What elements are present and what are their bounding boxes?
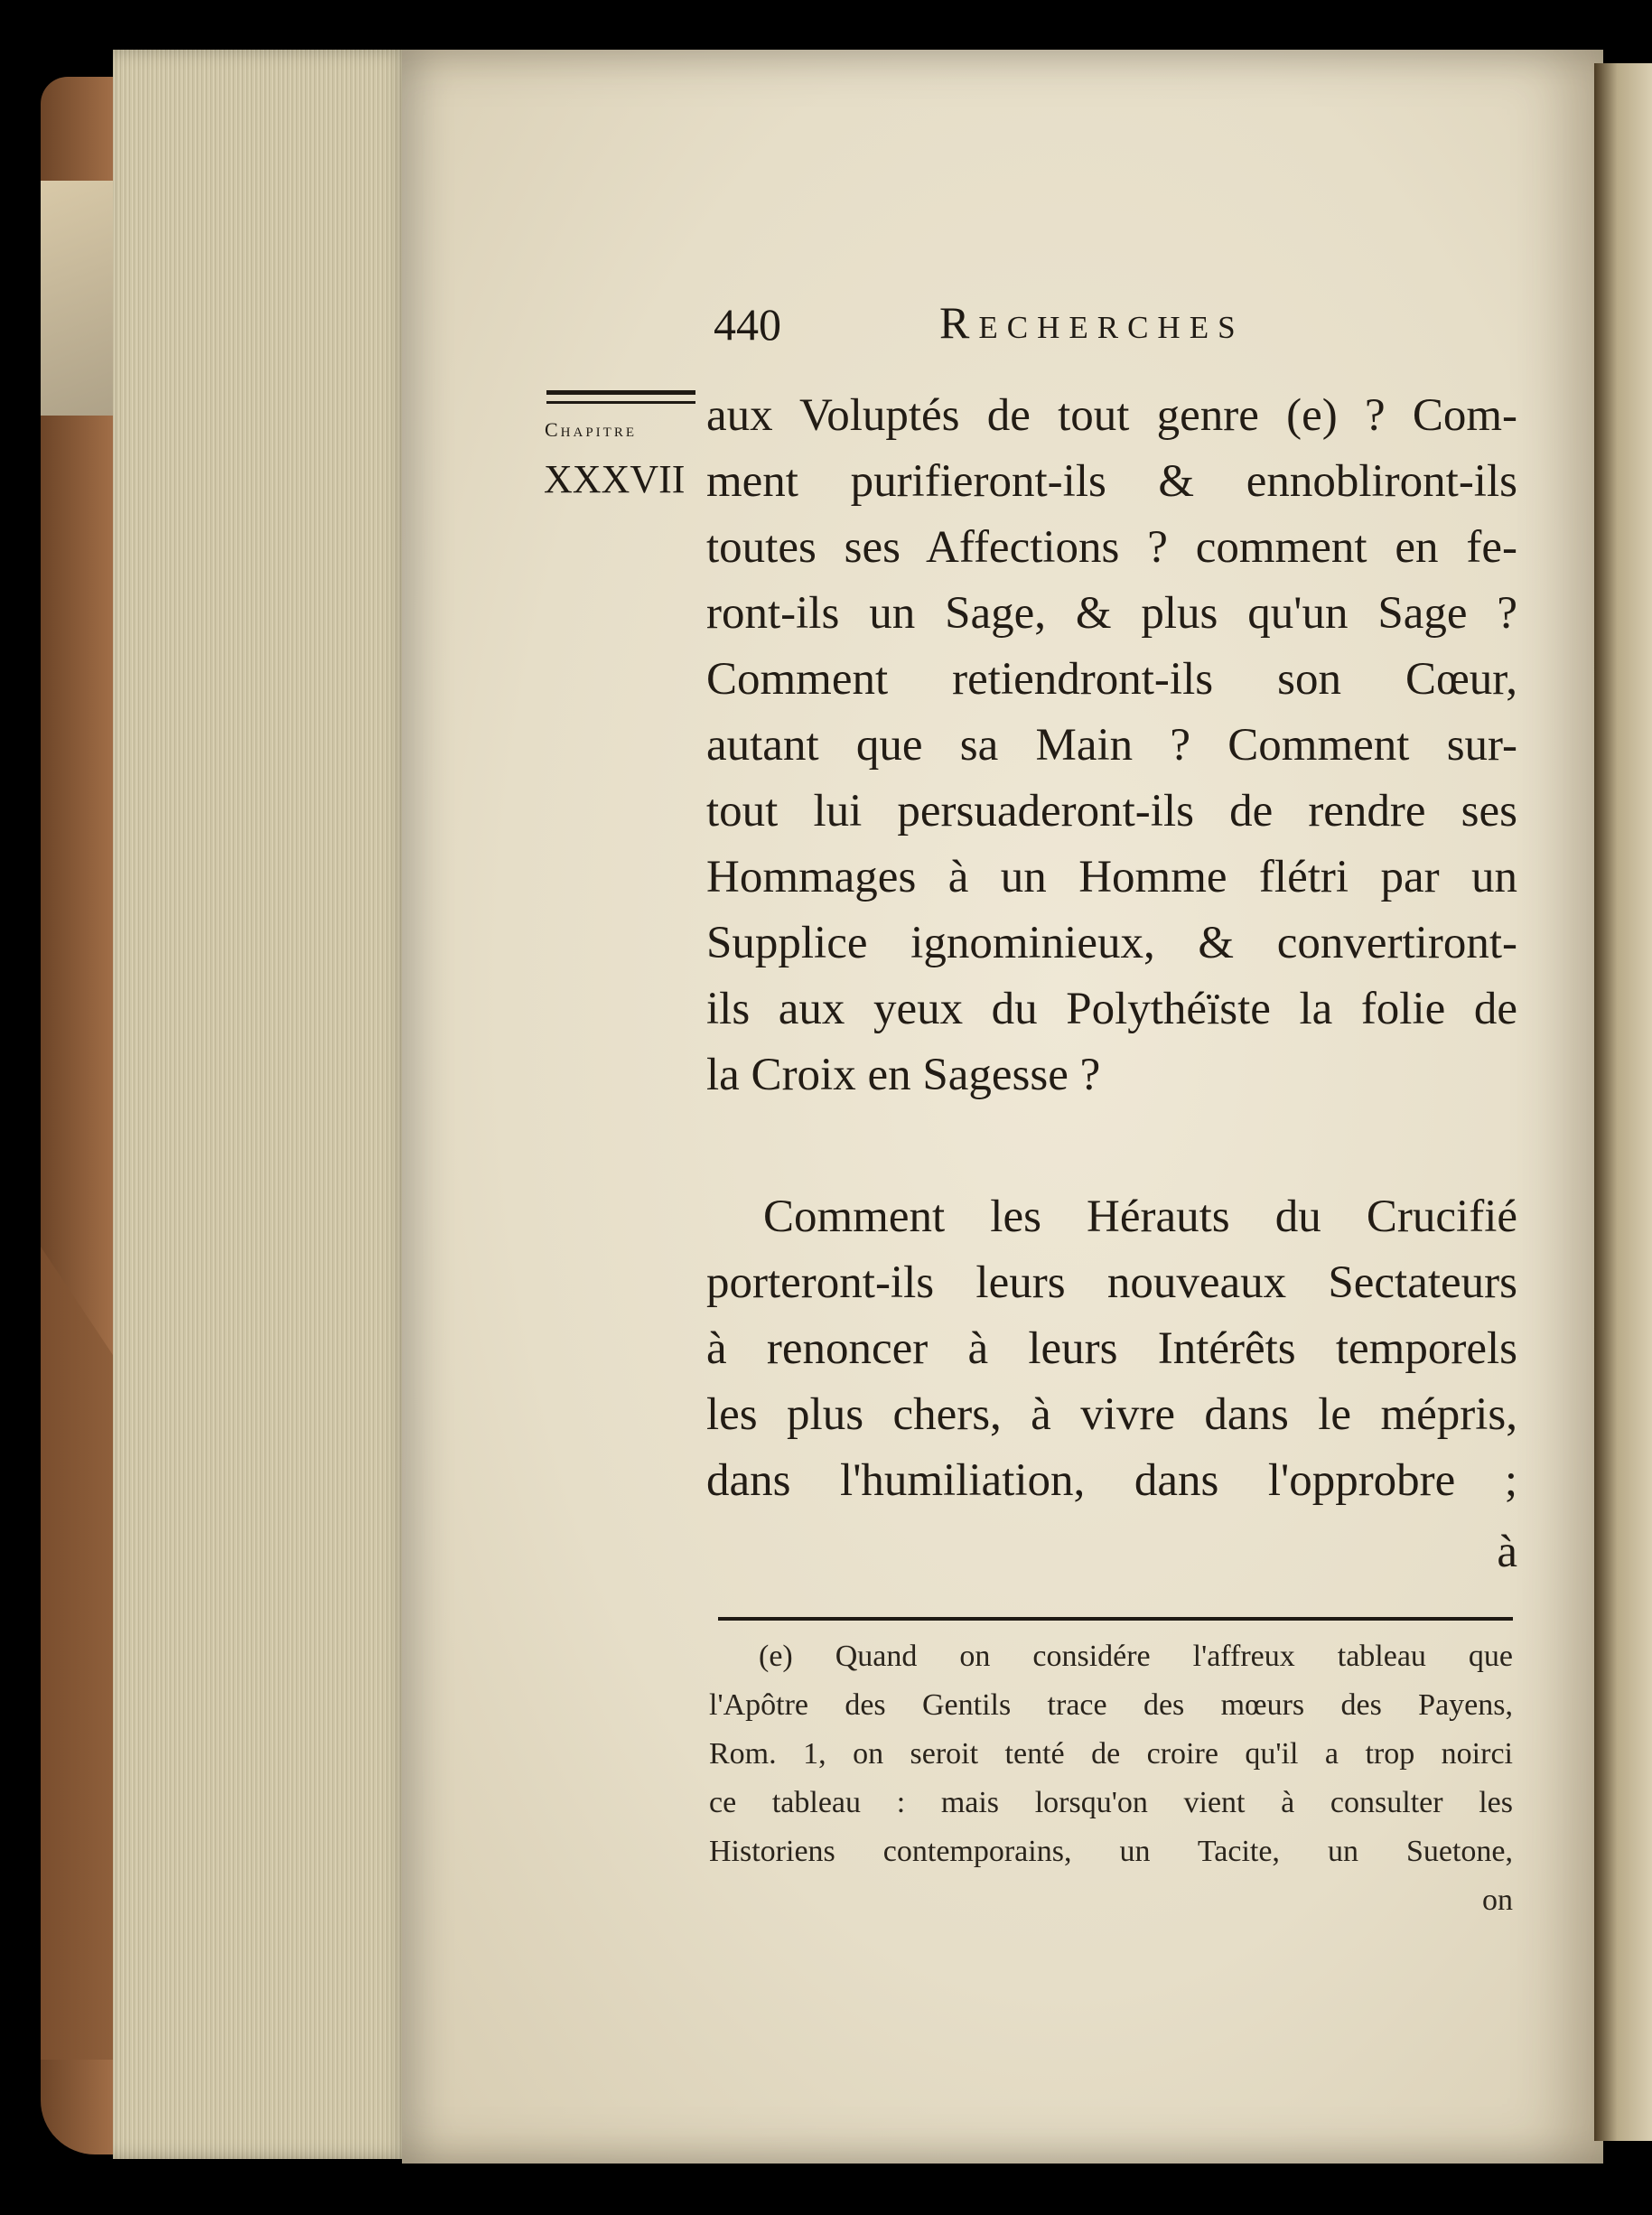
margin-ornament-rule: [546, 390, 695, 395]
body-line: les plus chers, à vivre dans le mépris,: [706, 1389, 1517, 1440]
body-line: Hommages à un Homme flétri par un: [706, 852, 1517, 902]
body-line: ment purifieront-ils & ennobliront-ils: [706, 456, 1517, 507]
body-line: porteront-ils leurs nouveaux Sectateurs: [706, 1257, 1517, 1308]
book-gutter: [1594, 63, 1652, 2141]
body-line: toutes ses Affections ? comment en fe-: [706, 522, 1517, 573]
body-line: la Croix en Sagesse ?: [706, 1050, 1101, 1100]
body-line: tout lui persuaderont-ils de rendre ses: [706, 786, 1517, 836]
body-line: dans l'humiliation, dans l'opprobre ;: [706, 1455, 1517, 1506]
footnote-line: Historiens contemporains, un Tacite, un Suetone,: [709, 1835, 1513, 1868]
running-title: Recherches: [939, 297, 1245, 348]
footnote-catchword: on: [1482, 1883, 1513, 1917]
page-number: 440: [714, 299, 781, 350]
body-line: aux Voluptés de tout genre (e) ? Com-: [706, 390, 1517, 441]
body-line: ront-ils un Sage, & plus qu'un Sage ?: [706, 588, 1517, 639]
footnote-line: (e) Quand on considére l'affreux tableau que: [759, 1640, 1513, 1673]
chapter-number: XXXVII: [544, 457, 686, 501]
body-line: Supplice ignominieux, & convertiront-: [706, 918, 1517, 968]
body-line: Comment retiendront-ils son Cœur,: [706, 654, 1517, 705]
body-line: Comment les Hérauts du Crucifié: [763, 1192, 1517, 1242]
footnote-line: ce tableau : mais lorsqu'on vient à consulter les: [709, 1786, 1513, 1819]
footnote-line: Rom. 1, on seroit tenté de croire qu'il a trop noirci: [709, 1737, 1513, 1771]
chapter-label: Chapitre: [545, 418, 638, 441]
catchword: à: [1497, 1527, 1517, 1577]
body-line: ils aux yeux du Polythéïste la folie de: [706, 984, 1517, 1034]
margin-ornament-rule: [546, 401, 695, 404]
footnote-rule: [718, 1617, 1513, 1621]
body-line: à renoncer à leurs Intérêts temporels: [706, 1323, 1517, 1374]
body-line: autant que sa Main ? Comment sur-: [706, 720, 1517, 771]
page-edges: [113, 50, 411, 2159]
footnote-line: l'Apôtre des Gentils trace des mœurs des Payens,: [709, 1688, 1513, 1722]
